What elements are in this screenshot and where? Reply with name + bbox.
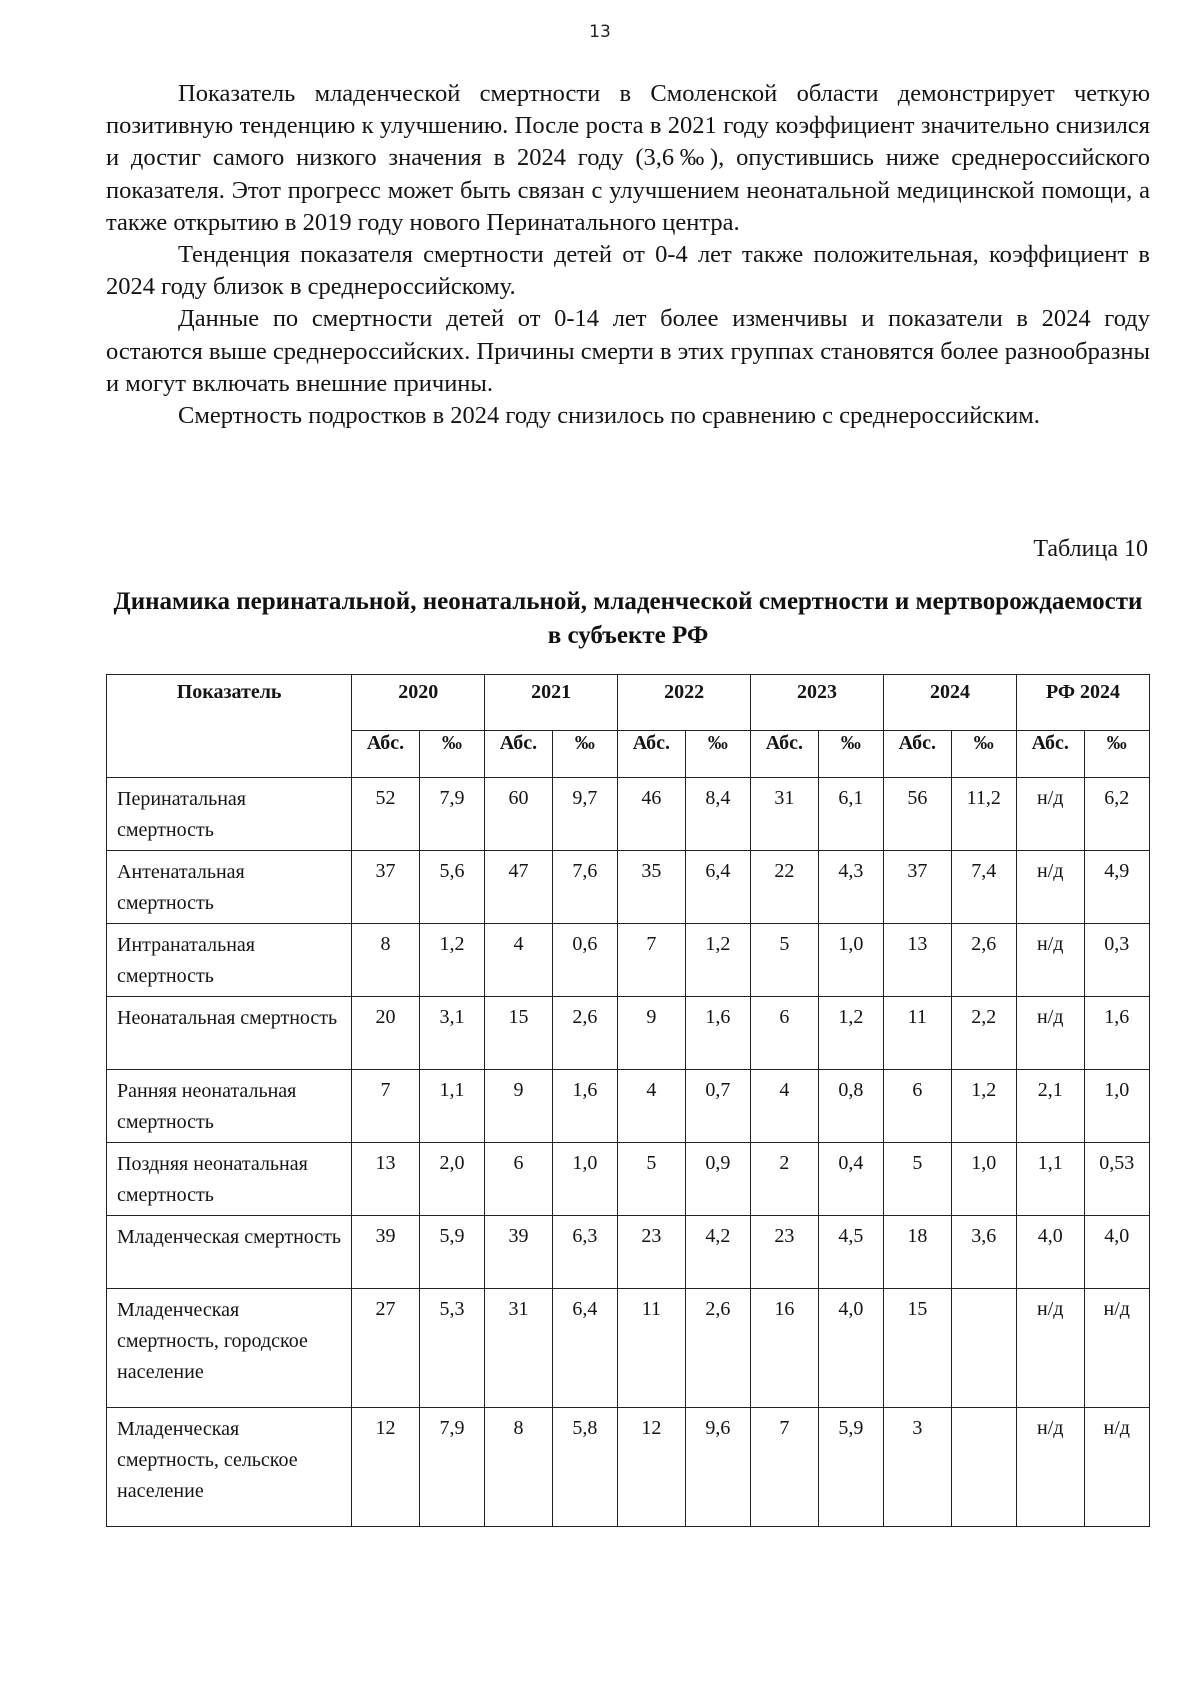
- cell-abs: 6: [485, 1143, 553, 1216]
- row-label: Ранняя неонатальная смертность: [107, 1070, 352, 1143]
- cell-abs: н/д: [1016, 1289, 1084, 1408]
- cell-abs: 2,1: [1016, 1070, 1084, 1143]
- cell-abs: 13: [352, 1143, 420, 1216]
- cell-rate: 11,2: [951, 778, 1016, 851]
- cell-abs: 5: [884, 1143, 952, 1216]
- row-label: Младенческая смертность, сельское население: [107, 1408, 352, 1527]
- cell-abs: 5: [618, 1143, 686, 1216]
- cell-abs: н/д: [1016, 1408, 1084, 1527]
- cell-rate: н/д: [1084, 1289, 1149, 1408]
- cell-abs: 4: [618, 1070, 686, 1143]
- header-abs: Абс.: [751, 731, 819, 778]
- cell-rate: 5,3: [419, 1289, 484, 1408]
- cell-rate: 2,6: [951, 924, 1016, 997]
- cell-abs: 23: [751, 1216, 819, 1289]
- cell-abs: 9: [485, 1070, 553, 1143]
- cell-abs: 4,0: [1016, 1216, 1084, 1289]
- cell-rate: 7,9: [419, 1408, 484, 1527]
- cell-abs: 16: [751, 1289, 819, 1408]
- cell-abs: 39: [352, 1216, 420, 1289]
- cell-abs: н/д: [1016, 851, 1084, 924]
- cell-abs: 27: [352, 1289, 420, 1408]
- cell-rate: 0,7: [685, 1070, 750, 1143]
- table-row: [107, 1289, 1150, 1408]
- cell-abs: 1,1: [1016, 1143, 1084, 1216]
- cell-rate: 1,0: [552, 1143, 617, 1216]
- header-rate: ‰: [818, 731, 883, 778]
- cell-rate: 0,53: [1084, 1143, 1149, 1216]
- cell-rate: 4,3: [818, 851, 883, 924]
- cell-rate: 1,1: [419, 1070, 484, 1143]
- header-year-2022: 2022: [618, 675, 751, 731]
- row-label: Поздняя неонатальная смертность: [107, 1143, 352, 1216]
- table-row: [107, 851, 1150, 924]
- cell-rate: 1,6: [552, 1070, 617, 1143]
- cell-abs: 47: [485, 851, 553, 924]
- cell-abs: 7: [751, 1408, 819, 1527]
- cell-rate: 1,6: [1084, 997, 1149, 1070]
- cell-abs: 12: [618, 1408, 686, 1527]
- cell-abs: 35: [618, 851, 686, 924]
- cell-abs: 6: [884, 1070, 952, 1143]
- header-abs: Абс.: [618, 731, 686, 778]
- cell-abs: 15: [485, 997, 553, 1070]
- cell-abs: н/д: [1016, 924, 1084, 997]
- cell-rate: 1,2: [818, 997, 883, 1070]
- cell-rate: 9,7: [552, 778, 617, 851]
- cell-rate: 2,0: [419, 1143, 484, 1216]
- cell-rate: 3,1: [419, 997, 484, 1070]
- cell-abs: 5: [751, 924, 819, 997]
- cell-rate: 1,2: [951, 1070, 1016, 1143]
- cell-rate: 5,9: [419, 1216, 484, 1289]
- cell-abs: 46: [618, 778, 686, 851]
- cell-abs: 4: [751, 1070, 819, 1143]
- cell-rate: 2,6: [552, 997, 617, 1070]
- cell-rate: 3,6: [951, 1216, 1016, 1289]
- cell-rate: 7,4: [951, 851, 1016, 924]
- body-text: [106, 78, 1150, 432]
- header-indicator: Показатель: [107, 675, 352, 778]
- paragraph-children-0-4: Тенденция показателя смертности детей от 0-4 лет также положительная, коэффициент в 2024 году близок в среднероссийскому.: [106, 241, 1150, 301]
- row-label: Неонатальная смертность: [107, 997, 352, 1070]
- header-year-2023: 2023: [751, 675, 884, 731]
- table-row: [107, 778, 1150, 851]
- cell-rate: 4,9: [1084, 851, 1149, 924]
- header-abs: Абс.: [884, 731, 952, 778]
- header-abs: Абс.: [1016, 731, 1084, 778]
- header-abs: Абс.: [352, 731, 420, 778]
- cell-abs: 8: [352, 924, 420, 997]
- cell-rate: 4,5: [818, 1216, 883, 1289]
- row-label: Перинатальная смертность: [107, 778, 352, 851]
- table-row: [107, 924, 1150, 997]
- cell-rate: 2,2: [951, 997, 1016, 1070]
- cell-rate: 4,0: [1084, 1216, 1149, 1289]
- cell-rate: 1,6: [685, 997, 750, 1070]
- cell-rate: 7,6: [552, 851, 617, 924]
- cell-abs: 15: [884, 1289, 952, 1408]
- row-label: Младенческая смертность, городское население: [107, 1289, 352, 1408]
- table-row: [107, 1216, 1150, 1289]
- cell-rate: [951, 1289, 1016, 1408]
- cell-abs: 31: [485, 1289, 553, 1408]
- cell-abs: 37: [352, 851, 420, 924]
- paragraph-infant-mortality: Показатель младенческой смертности в Смоленской области демонстрирует четкую позитивную тенденцию к улучшению. После роста в 2021 году коэффициент значительно снизился и достиг самого низкого значения в 2024 году (3,6‰), опустившись ниже среднероссийского показателя. Этот прогресс может быть связан с улучшением неонатальной медицинской помощи, а также открытию в 2019 году нового Перинатального центра.: [106, 80, 1150, 236]
- cell-abs: 7: [352, 1070, 420, 1143]
- cell-rate: 0,4: [818, 1143, 883, 1216]
- table-label: Таблица 10: [1033, 536, 1148, 562]
- table-row: [107, 1408, 1150, 1527]
- cell-rate: 1,0: [818, 924, 883, 997]
- cell-rate: 9,6: [685, 1408, 750, 1527]
- row-label: Антенатальная смертность: [107, 851, 352, 924]
- cell-abs: 8: [485, 1408, 553, 1527]
- cell-rate: 0,9: [685, 1143, 750, 1216]
- cell-rate: 6,4: [685, 851, 750, 924]
- table-row: [107, 997, 1150, 1070]
- paragraph-adolescents: Смертность подростков в 2024 году снизилось по сравнению с среднероссийским.: [178, 402, 1040, 430]
- cell-rate: [951, 1408, 1016, 1527]
- cell-rate: 7,9: [419, 778, 484, 851]
- cell-abs: 13: [884, 924, 952, 997]
- cell-abs: 37: [884, 851, 952, 924]
- cell-abs: 52: [352, 778, 420, 851]
- cell-rate: 1,2: [685, 924, 750, 997]
- cell-abs: 11: [618, 1289, 686, 1408]
- paragraph-children-0-14: Данные по смертности детей от 0-14 лет более изменчивы и показатели в 2024 году остаются выше среднероссийских. Причины смерти в этих группах становятся более разнообразны и могут включать внешние причины.: [106, 305, 1150, 397]
- cell-rate: 0,3: [1084, 924, 1149, 997]
- cell-rate: 1,0: [1084, 1070, 1149, 1143]
- cell-abs: н/д: [1016, 997, 1084, 1070]
- row-label: Интранатальная смертность: [107, 924, 352, 997]
- cell-abs: 20: [352, 997, 420, 1070]
- cell-rate: 5,6: [419, 851, 484, 924]
- table-row: [107, 1070, 1150, 1143]
- cell-rate: 0,6: [552, 924, 617, 997]
- cell-rate: 2,6: [685, 1289, 750, 1408]
- header-rate: ‰: [419, 731, 484, 778]
- header-abs: Абс.: [485, 731, 553, 778]
- cell-rate: н/д: [1084, 1408, 1149, 1527]
- cell-rate: 0,8: [818, 1070, 883, 1143]
- cell-abs: 31: [751, 778, 819, 851]
- cell-rate: 6,2: [1084, 778, 1149, 851]
- cell-abs: 60: [485, 778, 553, 851]
- cell-rate: 8,4: [685, 778, 750, 851]
- cell-abs: 3: [884, 1408, 952, 1527]
- header-rf-2024: РФ 2024: [1016, 675, 1149, 731]
- table-title: Динамика перинатальной, неонатальной, младенческой смертности и мертворождаемости в субъекте РФ: [113, 588, 1143, 649]
- cell-rate: 4,2: [685, 1216, 750, 1289]
- cell-abs: н/д: [1016, 778, 1084, 851]
- cell-rate: 6,1: [818, 778, 883, 851]
- header-rate: ‰: [685, 731, 750, 778]
- cell-rate: 5,9: [818, 1408, 883, 1527]
- header-rate: ‰: [1084, 731, 1149, 778]
- cell-abs: 56: [884, 778, 952, 851]
- cell-abs: 39: [485, 1216, 553, 1289]
- cell-rate: 4,0: [818, 1289, 883, 1408]
- cell-rate: 6,3: [552, 1216, 617, 1289]
- cell-abs: 7: [618, 924, 686, 997]
- cell-abs: 6: [751, 997, 819, 1070]
- header-year-2021: 2021: [485, 675, 618, 731]
- cell-abs: 22: [751, 851, 819, 924]
- header-rate: ‰: [951, 731, 1016, 778]
- header-year-2024: 2024: [884, 675, 1017, 731]
- cell-rate: 6,4: [552, 1289, 617, 1408]
- cell-abs: 4: [485, 924, 553, 997]
- table-body: [107, 778, 1150, 1527]
- cell-abs: 9: [618, 997, 686, 1070]
- mortality-table: [106, 674, 1150, 1527]
- header-rate: ‰: [552, 731, 617, 778]
- cell-abs: 23: [618, 1216, 686, 1289]
- page-number: 13: [589, 22, 611, 42]
- cell-abs: 18: [884, 1216, 952, 1289]
- cell-abs: 12: [352, 1408, 420, 1527]
- row-label: Младенческая смертность: [107, 1216, 352, 1289]
- cell-abs: 2: [751, 1143, 819, 1216]
- cell-rate: 1,2: [419, 924, 484, 997]
- table-row: [107, 1143, 1150, 1216]
- cell-rate: 5,8: [552, 1408, 617, 1527]
- cell-rate: 1,0: [951, 1143, 1016, 1216]
- header-year-2020: 2020: [352, 675, 485, 731]
- cell-abs: 11: [884, 997, 952, 1070]
